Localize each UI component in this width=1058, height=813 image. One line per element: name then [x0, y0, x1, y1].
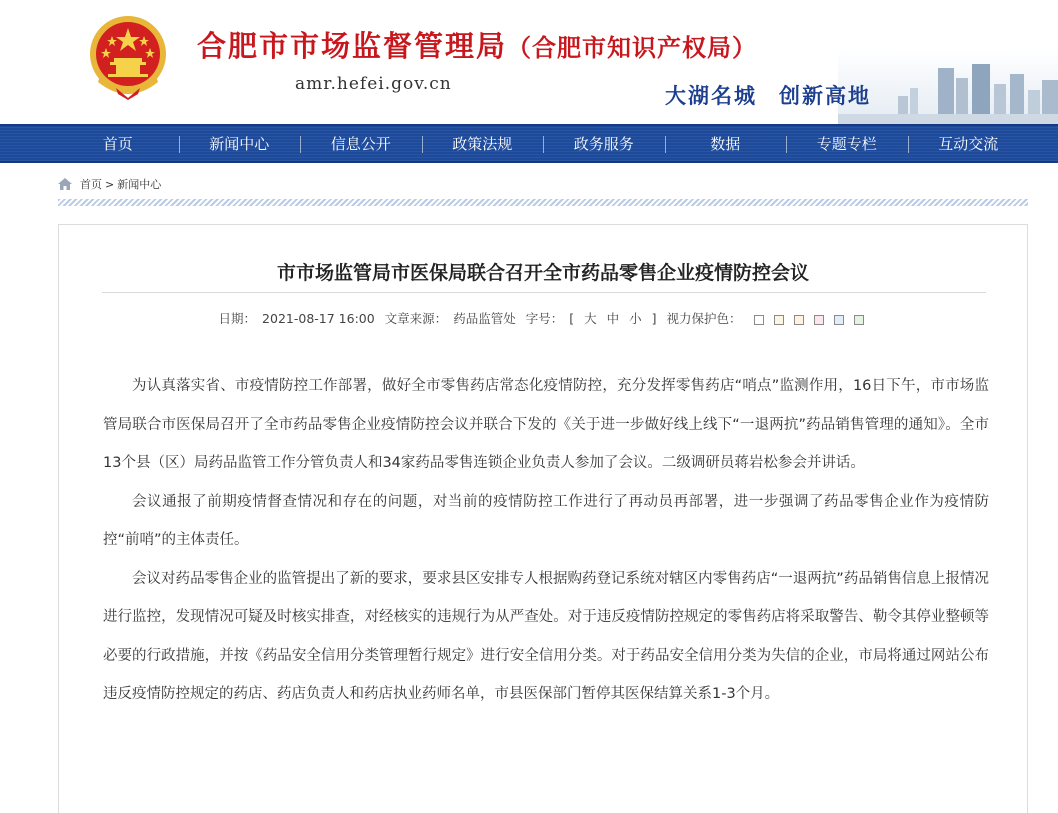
fontsize-bracket-close: ] — [651, 311, 657, 326]
swatch-peach[interactable] — [794, 315, 804, 325]
fontsize-bracket-open: [ — [569, 311, 575, 326]
swatch-cream[interactable] — [774, 315, 784, 325]
slogan-right: 创新高地 — [779, 83, 871, 108]
site-title-main: 合肥市市场监督管理局 — [197, 29, 508, 63]
breadcrumb-separator: > — [105, 177, 115, 191]
swatch-white[interactable] — [754, 315, 764, 325]
swatch-pink[interactable] — [814, 315, 824, 325]
article-panel — [58, 224, 1028, 813]
eye-protection-label: 视力保护色： — [666, 311, 742, 326]
eye-protection-swatches — [751, 315, 867, 325]
breadcrumb-home-link[interactable]: 首页 — [80, 178, 102, 191]
main-nav — [0, 124, 1058, 163]
fontsize-large-button[interactable]: 大 — [584, 311, 597, 326]
breadcrumb — [58, 176, 161, 192]
nav-item-gov-services[interactable]: 政务服务 — [543, 126, 665, 161]
home-icon — [58, 178, 72, 190]
site-url: amr.hefei.gov.cn — [295, 74, 452, 94]
national-emblem-icon — [86, 14, 170, 100]
nav-item-interaction[interactable]: 互动交流 — [908, 126, 1030, 161]
site-title-sub: （合肥市知识产权局） — [507, 34, 758, 62]
article-paragraph-1: 为认真落实省、市疫情防控工作部署，做好全市零售药店常态化疫情防控，充分发挥零售药店“哨点”监测作用，16日下午，市市场监管局联合市医保局召开了全市药品零售企业疫情防控会议并联合下发的《关于进一步做好线上线下“一退两抗”药品销售管理的通知》。全市13个县（区）局药品监管工作分管负责人和34家药品零售连锁企业负责人参加了会议。二级调研员蒋岩松参会并讲话。 — [103, 378, 989, 471]
date-label: 日期： — [218, 311, 257, 326]
nav-item-info-disclosure[interactable]: 信息公开 — [300, 126, 422, 161]
slogan — [665, 80, 893, 110]
swatch-blue[interactable] — [834, 315, 844, 325]
source-label: 文章来源： — [384, 311, 448, 326]
article-meta — [59, 309, 1027, 327]
article-paragraph-3: 会议对药品零售企业的监管提出了新的要求，要求县区安排专人根据购药登记系统对辖区内零售药店“一退两抗”药品销售信息上报情况进行监控，发现情况可疑及时核实排查，对经核实的违规行为从严查处。对于违反疫情防控规定的零售药店将采取警告、勒令其停业整顿等必要的行政措施，并按《药品安全信用分类管理暂行规定》进行安全信用分类。对于药品安全信用分类为失信的企业，市局将通过网站公布违反疫情防控规定的药店、药店负责人和药店执业药师名单，市县医保部门暂停其医保结算关系1-3个月。 — [103, 570, 989, 702]
nav-item-news[interactable]: 新闻中心 — [179, 126, 301, 161]
slogan-left: 大湖名城 — [665, 83, 757, 108]
nav-item-policies[interactable]: 政策法规 — [422, 126, 544, 161]
nav-item-special-topics[interactable]: 专题专栏 — [786, 126, 908, 161]
article-source: 药品监管处 — [453, 311, 516, 326]
nav-item-home[interactable]: 首页 — [102, 135, 133, 153]
article-paragraph-2: 会议通报了前期疫情督查情况和存在的问题，对当前的疫情防控工作进行了再动员再部署，进一步强调了药品零售企业作为疫情防控“前哨”的主体责任。 — [103, 493, 989, 548]
fontsize-medium-button[interactable]: 中 — [606, 311, 620, 326]
swatch-green[interactable] — [854, 315, 864, 325]
nav-item-data[interactable]: 数据 — [665, 126, 787, 161]
fontsize-small-button[interactable]: 小 — [629, 311, 642, 326]
fontsize-label: 字号： — [525, 311, 564, 326]
title-divider — [102, 292, 986, 293]
site-header — [0, 0, 1058, 124]
article-body — [103, 367, 989, 714]
article-title: 市市场监管局市医保局联合召开全市药品零售企业疫情防控会议 — [276, 262, 809, 284]
breadcrumb-current-link[interactable]: 新闻中心 — [117, 178, 162, 191]
site-title — [197, 24, 757, 65]
decorative-divider — [58, 199, 1028, 206]
article-date: 2021-08-17 16:00 — [262, 311, 375, 326]
